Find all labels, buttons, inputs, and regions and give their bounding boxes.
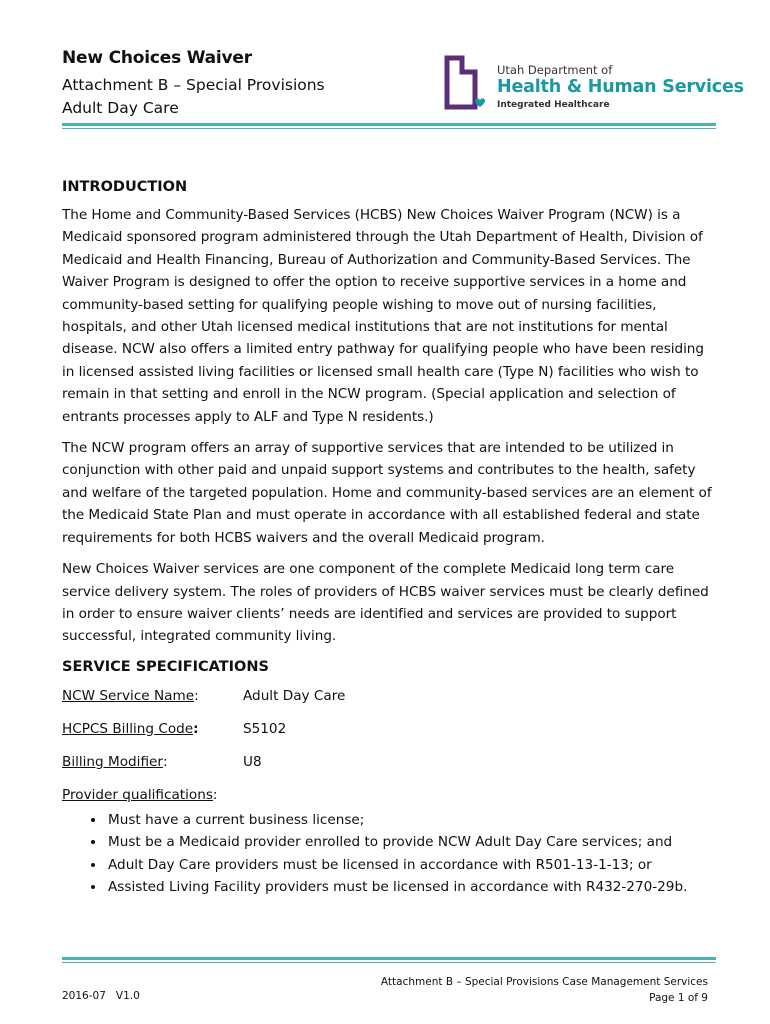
qualification-item: • Must have a current business license;	[106, 809, 712, 832]
logo-division-line: Integrated Healthcare	[497, 100, 610, 110]
agency-logo	[444, 53, 744, 113]
document-header	[62, 48, 325, 120]
billing-code-label: HCPCS Billing Code	[62, 720, 194, 737]
document-subtitle-service: Adult Day Care	[62, 99, 179, 117]
document-subtitle-attachment: Attachment B – Special Provisions	[62, 76, 325, 94]
qualification-item: • Assisted Living Facility providers must be licensed in accordance with R432-270-29b.	[106, 876, 712, 899]
service-name-value: Adult Day Care	[243, 687, 346, 704]
document-body	[62, 179, 712, 899]
intro-paragraph-3: New Choices Waiver services are one component of the complete Medicaid long term care service delivery system. The roles of providers of HCBS waiver services must be clearly defined in order to ensure waiver clients’ needs are identified and services are provided to support successful, integrated community living.	[62, 561, 709, 645]
qualification-item: • Adult Day Care providers must be licensed in accordance with R501-13-1-13; or	[106, 854, 712, 877]
intro-paragraph-2: The NCW program offers an array of supportive services that are intended to be utilized in conjunction with other paid and unpaid support systems and contributes to the health, safety and welfare of the targeted population. Home and community-based services are an element of the Medicaid State Plan and must operate in accordance with all established federal and state requirements for both HCBS waivers and the overall Medicaid program.	[62, 440, 712, 546]
specs-heading: SERVICE SPECIFICATIONS	[62, 658, 269, 675]
footer-divider	[62, 957, 716, 963]
spec-row-billing-modifier: Billing Modifier: U8	[62, 753, 262, 770]
logo-agency-name: Health & Human Services	[497, 77, 744, 97]
billing-modifier-value: U8	[243, 753, 262, 770]
billing-modifier-label: Billing Modifier	[62, 753, 163, 770]
billing-code-value: S5102	[243, 720, 287, 737]
header-divider	[62, 123, 716, 129]
intro-paragraph-1: The Home and Community-Based Services (HCBS) New Choices Waiver Program (NCW) is a Medicaid sponsored program administered through the Utah Department of Health, Division of Medicaid and Health Financing, Bureau of Authorization and Community-Based Services. The Waiver Program is designed to offer the option to receive supportive services in a home and community-based setting for qualifying people wishing to move out of nursing facilities, hospitals, and other Utah licensed medical institutions that are not institutions for mental disease. NCW also offers a limited entry pathway for qualifying people who have been residing in licensed assisted living facilities or licensed small health care (Type N) facilities who wish to remain in that setting and enroll in the NCW program. (Special application and selection of entrants processes apply to ALF and Type N residents.)	[62, 207, 704, 425]
page-number: Page 1 of 9	[649, 992, 708, 1004]
footer-version: 2016-07 V1.0	[62, 990, 140, 1002]
provider-qualifications-label: Provider qualifications	[62, 786, 213, 803]
qualification-item: • Must be a Medicaid provider enrolled to provide NCW Adult Day Care services; and	[106, 831, 712, 854]
provider-qualifications-list	[62, 809, 712, 899]
spec-row-service-name: NCW Service Name: Adult Day Care	[62, 687, 346, 704]
service-name-label: NCW Service Name	[62, 687, 195, 704]
document-title: New Choices Waiver	[62, 48, 252, 68]
utah-state-icon	[444, 55, 490, 113]
footer-document-label: Attachment B – Special Provisions Case Management Services	[380, 976, 708, 988]
logo-department-line: Utah Department of	[497, 63, 613, 77]
provider-qualifications-label-line: Provider qualifications:	[62, 786, 218, 803]
footer-right	[381, 974, 708, 1006]
intro-heading: INTRODUCTION	[62, 179, 188, 195]
spec-row-billing-code: HCPCS Billing Code: S5102	[62, 720, 287, 737]
